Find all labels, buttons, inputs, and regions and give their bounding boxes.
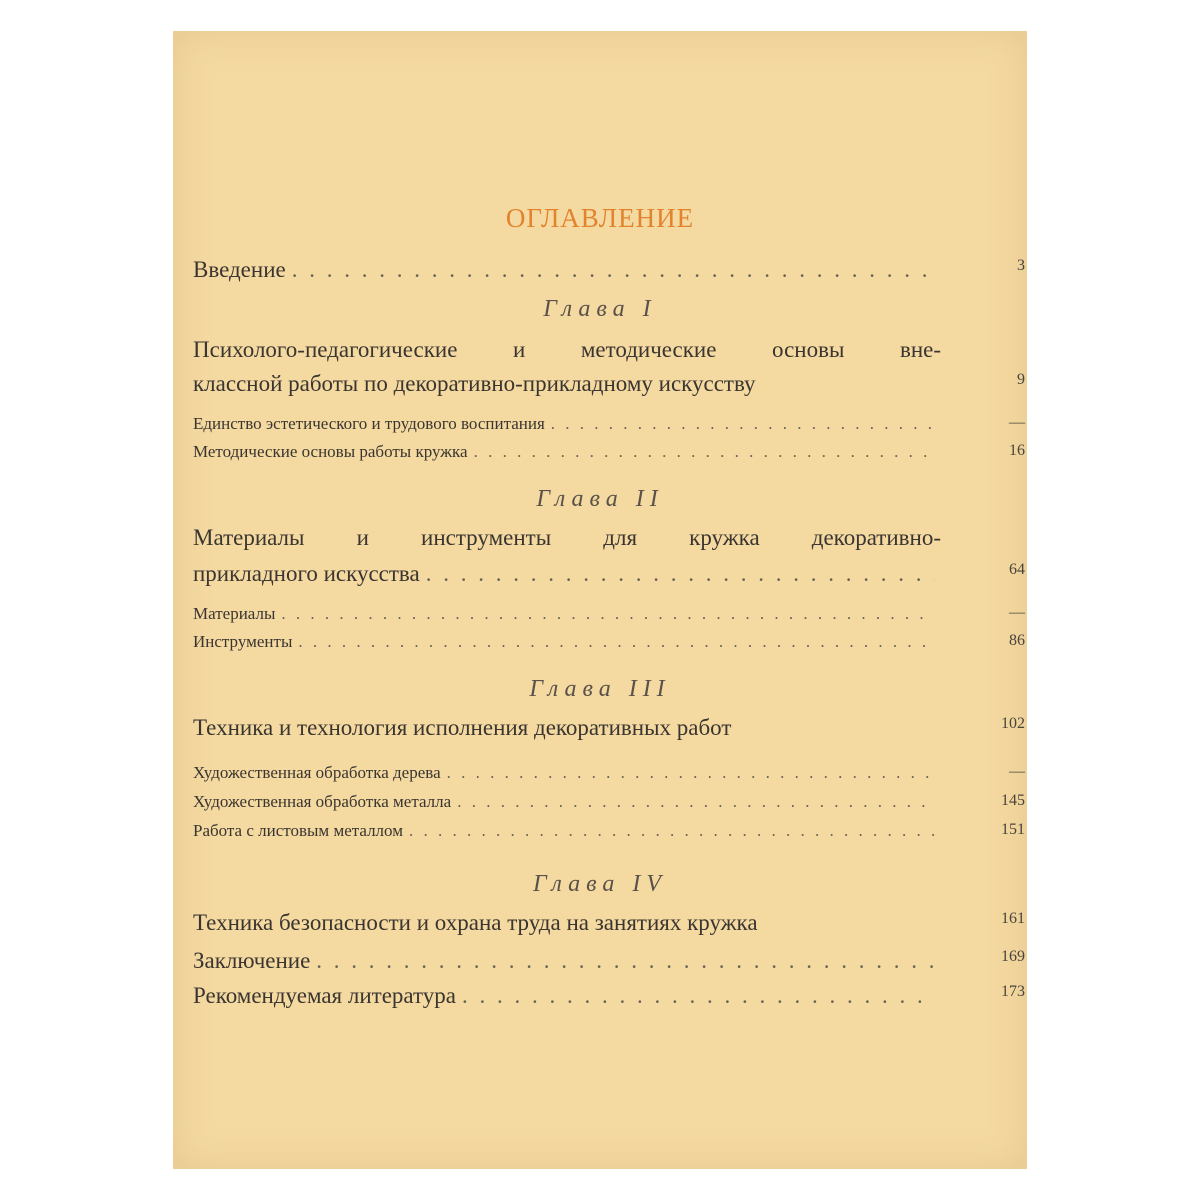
book-page [173, 31, 1027, 1169]
page-number: 102 [1001, 715, 1025, 732]
toc-entry-label: Единство эстетического и трудового воспитания [193, 414, 545, 433]
toc-entry-label: Заключение [193, 948, 311, 973]
chapter-heading-1: Глава I [543, 296, 657, 322]
toc-title: ОГЛАВЛЕНИЕ [505, 203, 695, 233]
leader-dots [462, 983, 935, 1009]
toc-entry-chapter-4[interactable] [193, 910, 1025, 936]
page-number: 16 [1009, 442, 1025, 459]
page-number: — [1009, 763, 1025, 780]
page-number: 161 [1001, 910, 1025, 927]
leader-dots [447, 763, 935, 783]
leader-dots [292, 257, 935, 283]
chapter-heading-2: Глава II [536, 486, 664, 512]
toc-entry-label: Художественная обработка металла [193, 792, 452, 811]
page-number: — [1009, 414, 1025, 431]
leader-dots [281, 604, 935, 624]
toc-entry-chapter-2[interactable] [193, 561, 1025, 587]
toc-entry-literature[interactable] [193, 983, 1025, 1009]
toc-entry-label: Введение [193, 257, 286, 282]
page-number: — [1009, 604, 1025, 621]
chapter-title-3: Техника и технология исполнения декоративных работ [193, 715, 732, 740]
page-number: 9 [1017, 371, 1025, 388]
page-number: 169 [1001, 948, 1025, 965]
chapter-heading-3: Глава III [529, 676, 671, 702]
toc-entry-label: Работа с листовым металлом [193, 821, 403, 840]
toc-entry-3-2[interactable] [193, 792, 1025, 812]
toc-entry-label: Рекомендуемая литература [193, 983, 456, 1008]
toc-entry-intro[interactable] [193, 257, 1025, 283]
toc-entry-label: Инструменты [193, 632, 293, 651]
page-number: 145 [1001, 792, 1025, 809]
leader-dots [551, 414, 935, 434]
chapter-title-4: Техника безопасности и охрана труда на занятиях кружка [193, 910, 758, 935]
chapter-title-1-line2: классной работы по декоративно-прикладному искусству [193, 371, 756, 396]
leader-dots [474, 442, 935, 462]
toc-entry-label: Методические основы работы кружка [193, 442, 468, 461]
page-number: 3 [1017, 257, 1025, 274]
toc-entry-2-2[interactable] [193, 632, 1025, 652]
page-number: 86 [1009, 632, 1025, 649]
chapter-title-1-line1: Психолого-педагогические и методические основы вне- [193, 337, 941, 362]
page-number: 64 [1009, 561, 1025, 578]
toc-entry-chapter-1[interactable] [193, 371, 1025, 397]
leader-dots [298, 632, 935, 652]
toc-entry-3-3[interactable] [193, 821, 1025, 841]
toc-entry-1-2[interactable] [193, 442, 1025, 462]
toc-entry-label: Материалы [193, 604, 276, 623]
leader-dots [316, 948, 935, 974]
page-number: 151 [1001, 821, 1025, 838]
toc-entry-2-1[interactable] [193, 604, 1025, 624]
toc-entry-1-1[interactable] [193, 414, 1025, 434]
leader-dots [457, 792, 935, 812]
chapter-title-2-line2: прикладного искусства [193, 561, 420, 586]
leader-dots [409, 821, 935, 841]
toc-entry-conclusion[interactable] [193, 948, 1025, 974]
toc-entry-label: Художественная обработка дерева [193, 763, 441, 782]
toc-entry-chapter-3[interactable] [193, 715, 1025, 741]
page-number: 173 [1001, 983, 1025, 1000]
chapter-heading-4: Глава IV [532, 871, 668, 897]
chapter-title-2-line1: Материалы и инструменты для кружка декоративно- [193, 525, 941, 550]
toc-entry-3-1[interactable] [193, 763, 1025, 783]
leader-dots [426, 561, 935, 587]
